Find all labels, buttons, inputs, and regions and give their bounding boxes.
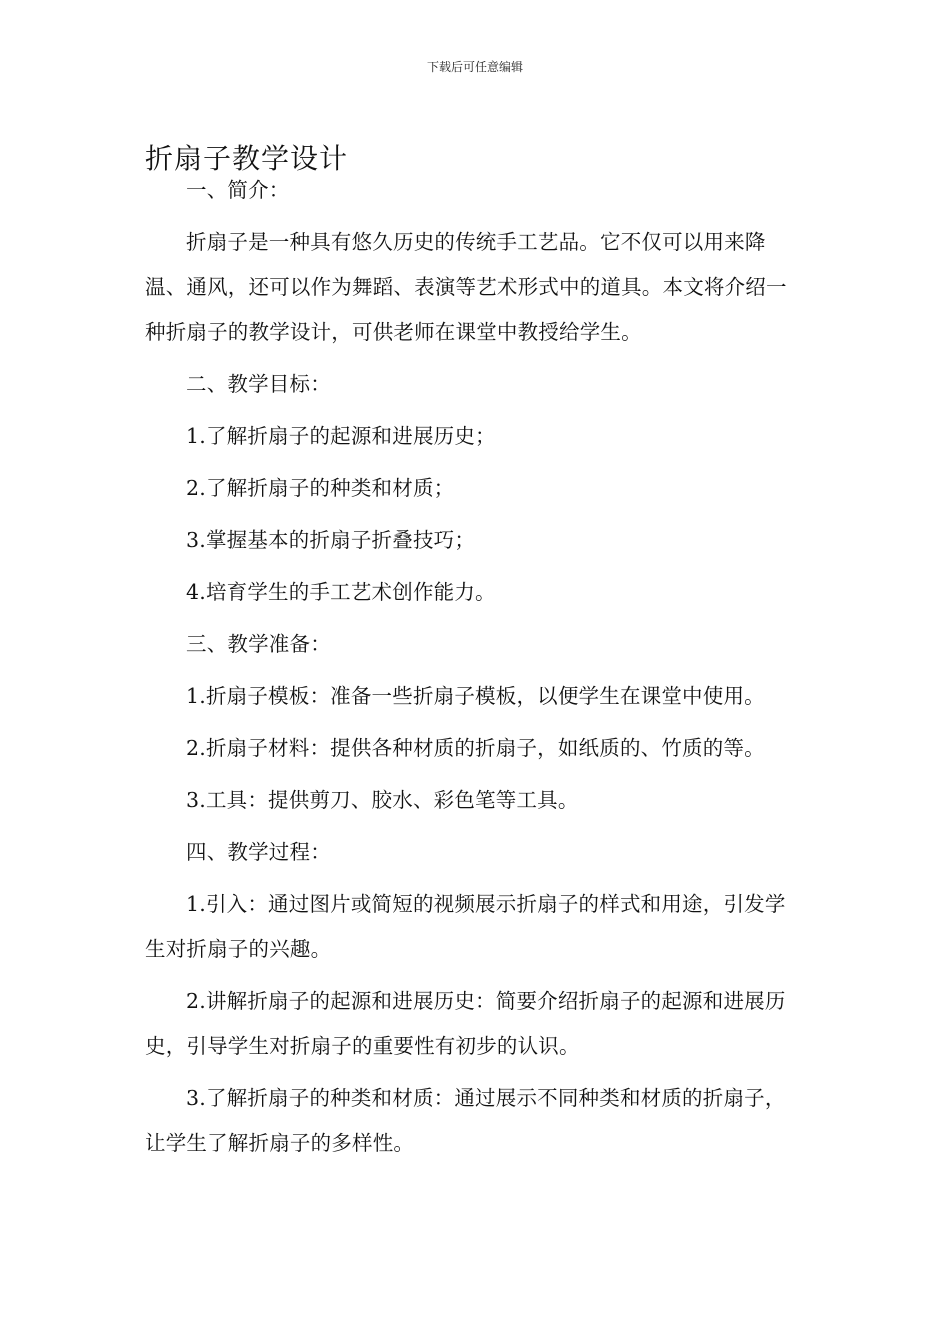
section-heading-goals: 二、教学目标： bbox=[186, 372, 331, 396]
goal-item: 3.掌握基本的折扇子折叠技巧； bbox=[186, 528, 476, 552]
intro-paragraph: 折扇子是一种具有悠久历史的传统手工艺品。它不仅可以用来降温、通风，还可以作为舞蹈、表演等艺术形式中的道具。本文将介绍一种折扇子的教学设计，可供老师在课堂中教授给学生。 bbox=[145, 230, 787, 344]
preparation-item: 2.折扇子材料：提供各种材质的折扇子，如纸质的、竹质的等。 bbox=[186, 736, 765, 760]
preparation-item: 3.工具：提供剪刀、胶水、彩色笔等工具。 bbox=[186, 788, 579, 812]
process-step: 1.引入：通过图片或简短的视频展示折扇子的样式和用途，引发学生对折扇子的兴趣。 bbox=[145, 892, 786, 961]
section-heading-process: 四、教学过程： bbox=[186, 840, 331, 864]
document-title: 折扇子教学设计 bbox=[145, 141, 349, 175]
goal-item: 4.培育学生的手工艺术创作能力。 bbox=[186, 580, 496, 604]
goal-item: 2.了解折扇子的种类和材质； bbox=[186, 476, 455, 500]
goal-item: 1.了解折扇子的起源和进展历史； bbox=[186, 424, 496, 448]
process-step: 3.了解折扇子的种类和材质：通过展示不同种类和材质的折扇子，让学生了解折扇子的多样性。 bbox=[145, 1086, 786, 1155]
section-heading-intro: 一、简介： bbox=[186, 178, 290, 202]
preparation-item: 1.折扇子模板：准备一些折扇子模板，以便学生在课堂中使用。 bbox=[186, 684, 765, 708]
section-heading-preparation: 三、教学准备： bbox=[186, 632, 331, 656]
process-step: 2.讲解折扇子的起源和进展历史：简要介绍折扇子的起源和进展历史，引导学生对折扇子的重要性有初步的认识。 bbox=[145, 989, 786, 1058]
page-header-note: 下载后可任意编辑 bbox=[426, 60, 523, 74]
document-body bbox=[145, 168, 805, 1173]
